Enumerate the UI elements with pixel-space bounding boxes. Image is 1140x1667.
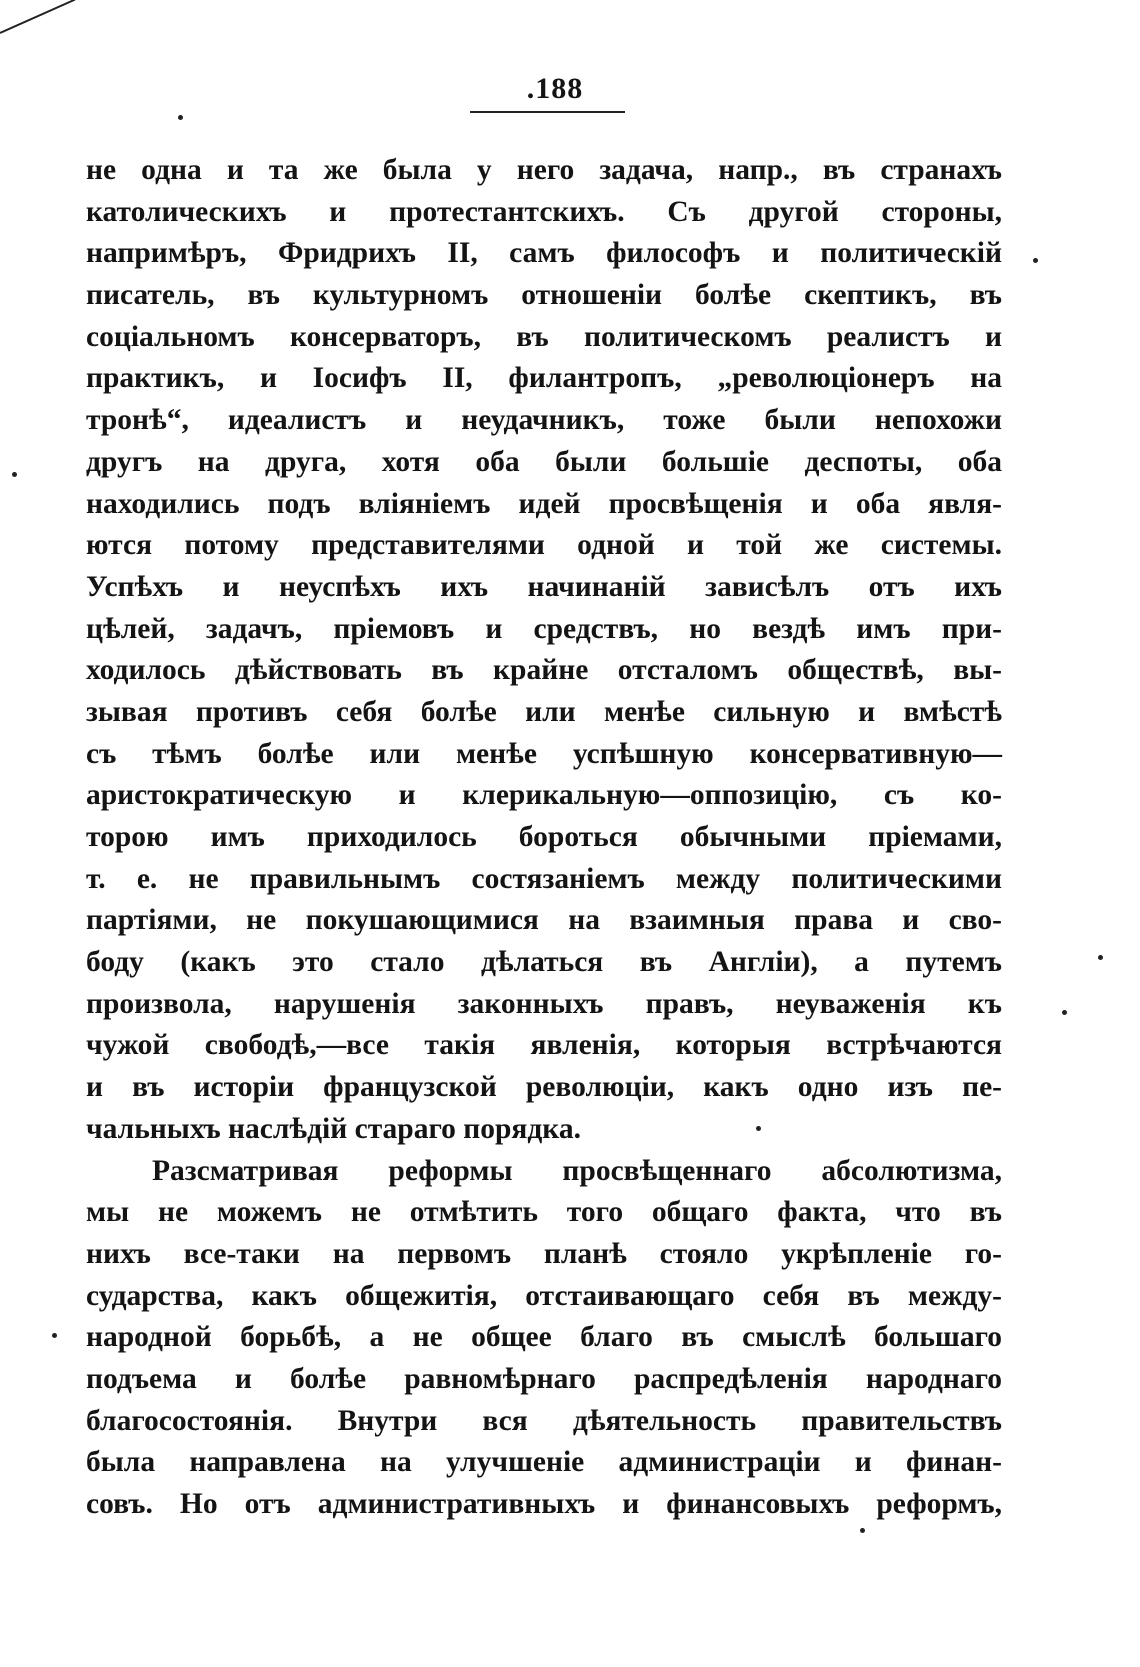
text-line: зывая противъ себя болѣе или менѣе сильную и вмѣстѣ [86, 695, 1002, 728]
speck-mark [52, 1333, 57, 1338]
text-line: совъ. Но отъ административныхъ и финансовыхъ реформъ, [86, 1488, 1002, 1520]
text-line: народной борьбѣ, а не общее благо въ смыслѣ большаго [86, 1321, 1002, 1354]
page-number-underline [470, 111, 625, 113]
text-line: чужой свободѣ,—все такія явленія, которыя встрѣчаются [86, 1029, 1002, 1062]
text-line: подъема и болѣе равномѣрнаго распредѣленія народнаго [86, 1362, 1002, 1395]
text-line: Успѣхъ и неуспѣхъ ихъ начинаній зависѣлъ отъ ихъ [86, 570, 1002, 603]
text-line: практикъ, и Іосифъ II, филантропъ, „революціонеръ на [86, 362, 1002, 395]
text-line: Разсматривая реформы просвѣщеннаго абсолютизма, [152, 1154, 1002, 1187]
text-line: съ тѣмъ болѣе или менѣе успѣшную консервативную— [86, 737, 1002, 770]
paragraph-1 [86, 150, 1002, 1151]
text-line: ются потому представителями одной и той же системы. [86, 529, 1002, 562]
speck-mark [178, 115, 183, 120]
text-line: произвола, нарушенія законныхъ правъ, неуваженія къ [86, 987, 1002, 1020]
text-line: мы не можемъ не отмѣтить того общаго факта, что въ [86, 1196, 1002, 1229]
text-line: ходилось дѣйствовать въ крайне отсталомъ обществѣ, вы- [86, 654, 1002, 687]
text-line: другъ на друга, хотя оба были большіе деспоты, оба [86, 445, 1002, 478]
paragraph-2 [86, 1151, 1002, 1526]
text-line: чальныхъ наслѣдій стараго порядка. [86, 1112, 581, 1145]
text-line: соціальномъ консерваторъ, въ политическомъ реалистъ и [86, 320, 1002, 353]
text-line: нихъ все-таки на первомъ планѣ стояло укрѣпленіе го- [86, 1237, 1002, 1270]
text-line: находились подъ вліяніемъ идей просвѣщенія и оба явля- [86, 487, 1002, 520]
text-line: боду (какъ это стало дѣлаться въ Англіи), а путемъ [86, 946, 1002, 979]
text-line: благосостоянія. Внутри вся дѣятельность правительствъ [86, 1404, 1002, 1437]
speck-mark [1033, 258, 1038, 263]
text-line: т. е. не правильнымъ состязаніемъ между политическими [86, 862, 1002, 895]
text-body [86, 150, 1002, 1526]
text-line: писатель, въ культурномъ отношеніи болѣе скептикъ, въ [86, 279, 1002, 312]
text-line: католическихъ и протестантскихъ. Съ другой стороны, [86, 195, 1002, 228]
text-line: тронѣ“, идеалистъ и неудачникъ, тоже были непохожи [86, 404, 1002, 437]
text-line: не одна и та же была у него задача, напр., въ странахъ [86, 154, 1002, 186]
speck-mark [1098, 955, 1103, 960]
pen-stroke-mark [0, 0, 75, 34]
speck-mark [860, 1528, 865, 1533]
speck-mark [12, 472, 17, 477]
text-line: сударства, какъ общежитія, отстаивающаго себя въ между- [86, 1279, 1002, 1312]
speck-mark [1062, 1010, 1067, 1015]
text-line: напримѣръ, Фридрихъ II, самъ философъ и политическій [86, 237, 1002, 270]
text-line: аристократическую и клерикальную—оппозицію, съ ко- [86, 779, 1002, 812]
text-line: партіями, не покушающимися на взаимныя права и сво- [86, 904, 1002, 937]
text-line: и въ исторіи французской революціи, какъ одно изъ пе- [86, 1071, 1002, 1104]
text-line: цѣлей, задачъ, пріемовъ и средствъ, но вездѣ имъ при- [86, 612, 1002, 645]
text-line: была направлена на улучшеніе администраціи и финан- [86, 1446, 1002, 1479]
text-line: торою имъ приходилось бороться обычными пріемами, [86, 821, 1002, 853]
page-number: .188 [526, 72, 584, 105]
